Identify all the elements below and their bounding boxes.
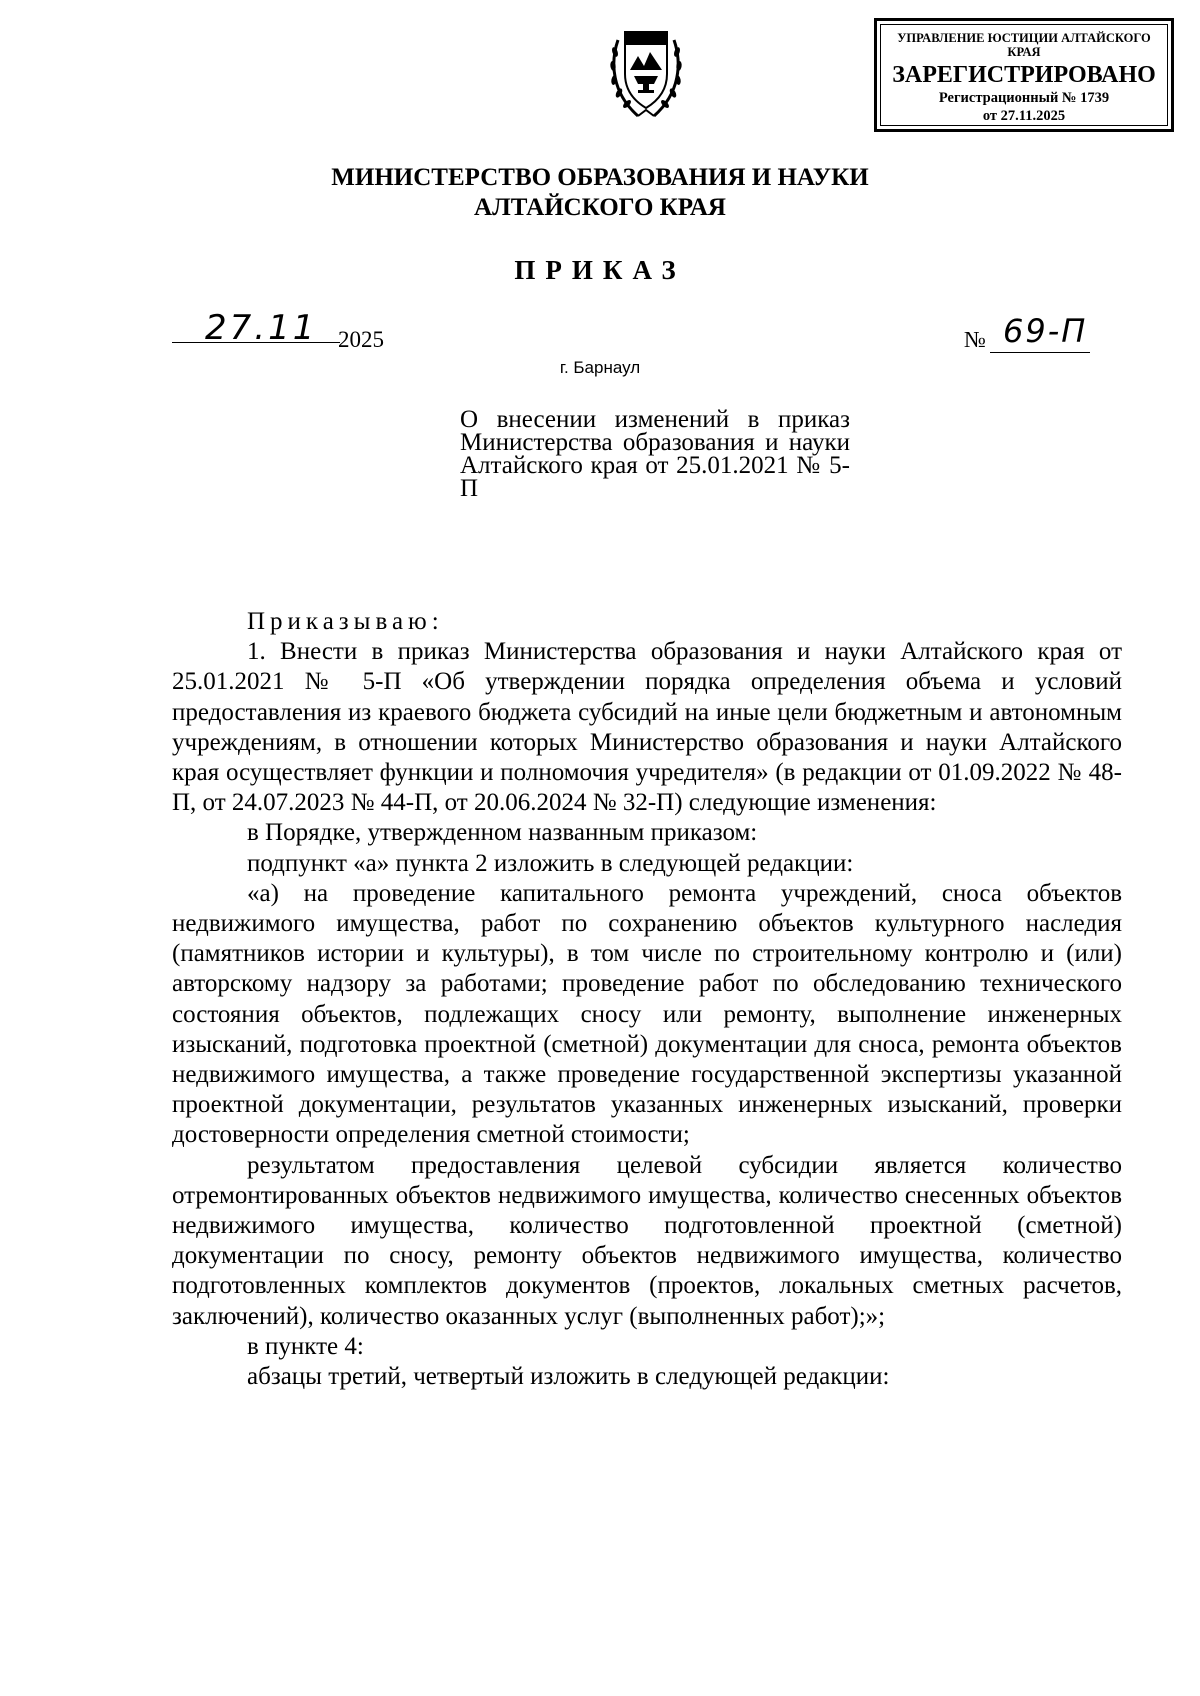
body-paragraph: 1. Внести в приказ Министерства образования и науки Алтайского края от 25.01.2021 № 5-П «Об утверждении порядка определения объема и условий предоставления из краевого бюджета субсидий на иные цели бюджетным и автономным учреждениям, в отношении которых Министерство образования и науки Алтайского края осуществляет функции и полномочия учредителя» (в редакции от 01.09.2022 № 48-П, от 24.07.2023 № 44-П, от 20.06.2024 № 32-П) следующие изменения: [172,638,1122,817]
ministry-line-2: АЛТАЙСКОГО КРАЯ [474,194,726,221]
stamp-reg-number: Регистрационный № 1739 [938,90,1110,106]
number-sign: № [964,327,986,352]
body-paragraph: подпункт «а» пункта 2 изложить в следующей редакции: [247,849,854,877]
stamp-status: ЗАРЕГИСТРИРОВАНО [892,62,1156,88]
number-underline [990,352,1090,353]
body-paragraph: Приказываю: [247,608,444,635]
number-handwritten: 69-П [1003,312,1088,350]
stamp-reg-date: от 27.11.2025 [982,108,1066,124]
ministry-line-1: МИНИСТЕРСТВО ОБРАЗОВАНИЯ И НАУКИ [331,164,869,191]
body-paragraph: в Порядке, утвержденном названным приказом: [247,819,758,847]
registration-stamp [874,18,1174,132]
body-paragraph: «а) на проведение капитального ремонта учреждений, сноса объектов недвижимого имущества, работ по сохранению объектов культурного наследия (памятников истории и культуры), в том числе по строительному контролю и (или) авторскому надзору за работами; проведение работ по обследованию технического состояния объектов, подлежащих сносу или ремонту, выполнение инженерных изысканий, подготовка проектной (сметной) документации для сноса, ремонта объектов недвижимого имущества, а также проведение государственной экспертизы указанной проектной документации, результатов указанных инженерных изысканий, проверки достоверности определения сметной стоимости; [172,879,1122,1149]
body-paragraph: абзацы третий, четвертый изложить в следующей редакции: [247,1363,890,1391]
body-paragraph: в пункте 4: [247,1332,364,1360]
order-subject: О внесении изменений в приказ Министерства образования и науки Алтайского края от 25.01.2021 № 5-П [460,406,850,502]
document-type: ПРИКАЗ [514,255,686,285]
order-body [172,607,1122,1392]
stamp-department: УПРАВЛЕНИЕ ЮСТИЦИИ АЛТАЙСКОГО КРАЯ [897,31,1151,59]
city: г. Барнаул [559,358,641,377]
date-year: 2025 [338,327,384,352]
coat-of-arms-icon [608,18,684,124]
date-handwritten: 27.11 [205,308,318,348]
ministry-name [0,163,1200,223]
body-paragraph: результатом предоставления целевой субсидии является количество отремонтированных объектов недвижимого имущества, количество снесенных объектов недвижимого имущества, количество подготовленной проектной (сметной) документации по сносу, ремонту объектов недвижимого имущества, количество подготовленных комплектов документов (проектов, локальных сметных расчетов, заключений), количество оказанных услуг (выполненных работ);»; [172,1151,1122,1330]
